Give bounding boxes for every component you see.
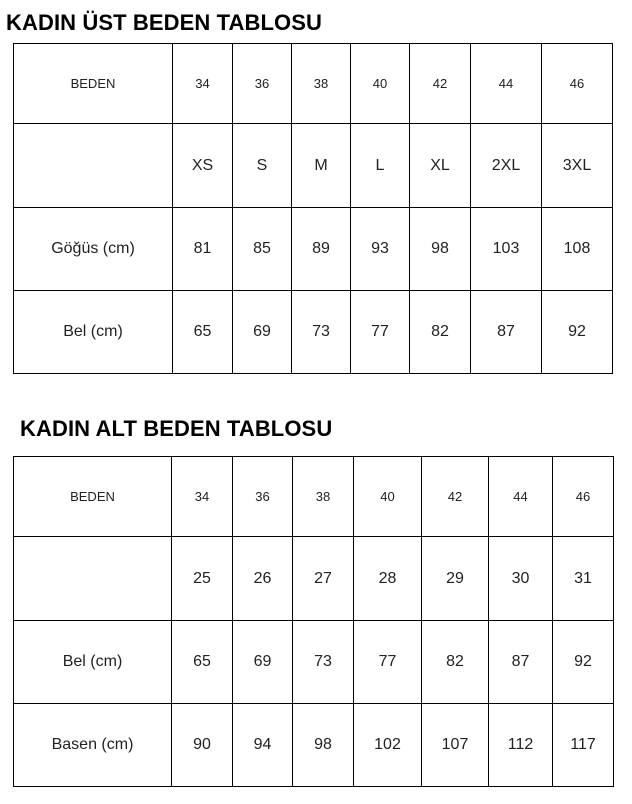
table-cell: 36 [233, 44, 292, 124]
table-cell: 112 [489, 704, 553, 787]
table-cell: 65 [173, 291, 233, 374]
table-cell: 31 [553, 537, 614, 621]
top-size-table [13, 43, 613, 374]
table-cell: 2XL [471, 124, 542, 208]
table-cell: 102 [354, 704, 422, 787]
table-cell: 92 [553, 621, 614, 704]
row-label: BEDEN [14, 457, 172, 537]
top-table-title: KADIN ÜST BEDEN TABLOSU [6, 10, 323, 35]
table-row [14, 457, 614, 537]
table-row [14, 124, 613, 208]
table-row [14, 621, 614, 704]
table-cell: 38 [293, 457, 354, 537]
row-label: Göğüs (cm) [14, 208, 173, 291]
table-cell: 77 [354, 621, 422, 704]
table-cell: 73 [293, 621, 354, 704]
table-cell: 30 [489, 537, 553, 621]
table-cell: 90 [172, 704, 233, 787]
table-cell: 108 [542, 208, 613, 291]
table-cell: 42 [422, 457, 489, 537]
table-cell: 81 [173, 208, 233, 291]
table-cell: 69 [233, 291, 292, 374]
table-cell: 117 [553, 704, 614, 787]
table-cell: 87 [471, 291, 542, 374]
table-cell: 65 [172, 621, 233, 704]
table-cell: 26 [233, 537, 293, 621]
table-cell: 40 [351, 44, 410, 124]
table-cell: 44 [471, 44, 542, 124]
table-cell: XS [173, 124, 233, 208]
table-cell: 28 [354, 537, 422, 621]
table-cell: L [351, 124, 410, 208]
table-cell: 93 [351, 208, 410, 291]
bottom-size-table [13, 456, 614, 787]
table-cell: 27 [293, 537, 354, 621]
bottom-table-title: KADIN ALT BEDEN TABLOSU [20, 416, 333, 441]
table-cell: 38 [292, 44, 351, 124]
table-cell: S [233, 124, 292, 208]
row-label [14, 124, 173, 208]
table-cell: 34 [172, 457, 233, 537]
table-row [14, 704, 614, 787]
table-cell: 69 [233, 621, 293, 704]
table-cell: 36 [233, 457, 293, 537]
table-cell: 98 [293, 704, 354, 787]
table-cell: 42 [410, 44, 471, 124]
row-label: Basen (cm) [14, 704, 172, 787]
table-row [14, 208, 613, 291]
table-cell: M [292, 124, 351, 208]
table-cell: 73 [292, 291, 351, 374]
table-row [14, 44, 613, 124]
table-cell: 94 [233, 704, 293, 787]
table-cell: 77 [351, 291, 410, 374]
row-label [14, 537, 172, 621]
table-cell: 98 [410, 208, 471, 291]
table-cell: 92 [542, 291, 613, 374]
table-cell: 29 [422, 537, 489, 621]
table-cell: 44 [489, 457, 553, 537]
table-cell: 40 [354, 457, 422, 537]
table-cell: 85 [233, 208, 292, 291]
table-cell: 46 [553, 457, 614, 537]
table-cell: 82 [422, 621, 489, 704]
table-cell: 103 [471, 208, 542, 291]
table-cell: 46 [542, 44, 613, 124]
table-cell: 3XL [542, 124, 613, 208]
row-label: Bel (cm) [14, 291, 173, 374]
table-row [14, 291, 613, 374]
table-cell: 89 [292, 208, 351, 291]
table-cell: 34 [173, 44, 233, 124]
table-cell: XL [410, 124, 471, 208]
table-cell: 87 [489, 621, 553, 704]
row-label: Bel (cm) [14, 621, 172, 704]
table-cell: 82 [410, 291, 471, 374]
table-row [14, 537, 614, 621]
table-cell: 107 [422, 704, 489, 787]
table-cell: 25 [172, 537, 233, 621]
row-label: BEDEN [14, 44, 173, 124]
